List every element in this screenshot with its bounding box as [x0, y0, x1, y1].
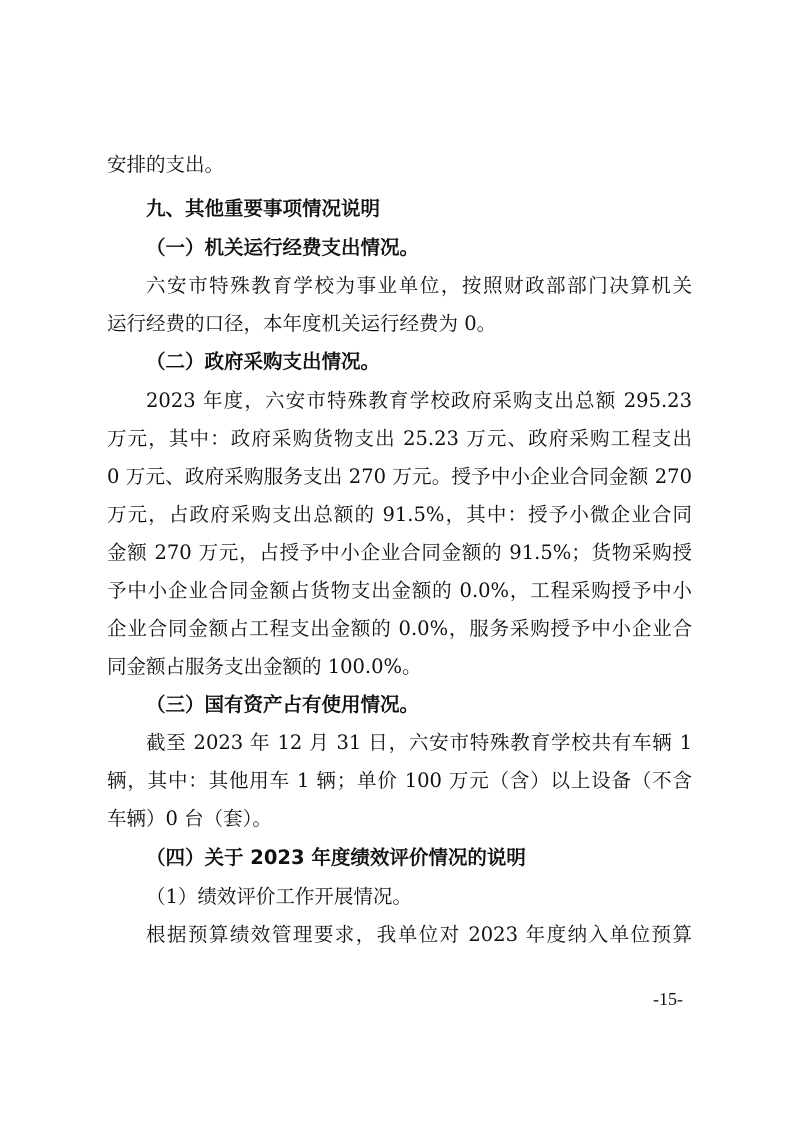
section-heading-other-matters: 九、其他重要事项情况说明 [146, 197, 381, 220]
paragraph-line: 六安市特殊教育学校为事业单位，按照财政部部门决算机关 [146, 274, 692, 297]
paragraph-line-continuation: 安排的支出。 [107, 153, 225, 176]
paragraph-line: 金额 270 万元，占授予中小企业合同金额的 91.5%；货物采购授 [107, 541, 692, 564]
subheading-operating-expenses: （一）机关运行经费支出情况。 [146, 236, 420, 259]
paragraph-line: 根据预算绩效管理要求，我单位对 2023 年度纳入单位预算 [146, 923, 692, 946]
subheading-state-assets: （三）国有资产占有使用情况。 [146, 693, 420, 716]
subheading-evaluation-work: （1）绩效评价工作开展情况。 [146, 885, 412, 908]
paragraph-line: 万元，占政府采购支出总额的 91.5%，其中：授予小微企业合同 [107, 503, 692, 526]
paragraph-line: 同金额占服务支出金额的 100.0%。 [107, 655, 422, 678]
paragraph-line: 2023 年度，六安市特殊教育学校政府采购支出总额 295.23 [146, 389, 692, 412]
paragraph-line: 企业合同金额占工程支出金额的 0.0%，服务采购授予中小企业合 [107, 617, 692, 640]
subheading-government-procurement: （二）政府采购支出情况。 [146, 350, 381, 373]
page-number: -15- [653, 989, 683, 1009]
paragraph-line: 予中小企业合同金额占货物支出金额的 0.0%，工程采购授予中小 [107, 579, 692, 602]
paragraph-line: 辆，其中：其他用车 1 辆；单价 100 万元（含）以上设备（不含 [107, 769, 692, 792]
paragraph-line: 截至 2023 年 12 月 31 日，六安市特殊教育学校共有车辆 1 [146, 731, 692, 754]
paragraph-line: 万元，其中：政府采购货物支出 25.23 万元、政府采购工程支出 [107, 427, 692, 450]
paragraph-line: 0 万元、政府采购服务支出 270 万元。授予中小企业合同金额 270 [107, 465, 692, 488]
paragraph-line: 车辆）0 台（套）。 [107, 807, 272, 830]
subheading-performance-evaluation: （四）关于 2023 年度绩效评价情况的说明 [146, 846, 526, 869]
paragraph-line: 运行经费的口径，本年度机关运行经费为 0。 [107, 312, 497, 335]
